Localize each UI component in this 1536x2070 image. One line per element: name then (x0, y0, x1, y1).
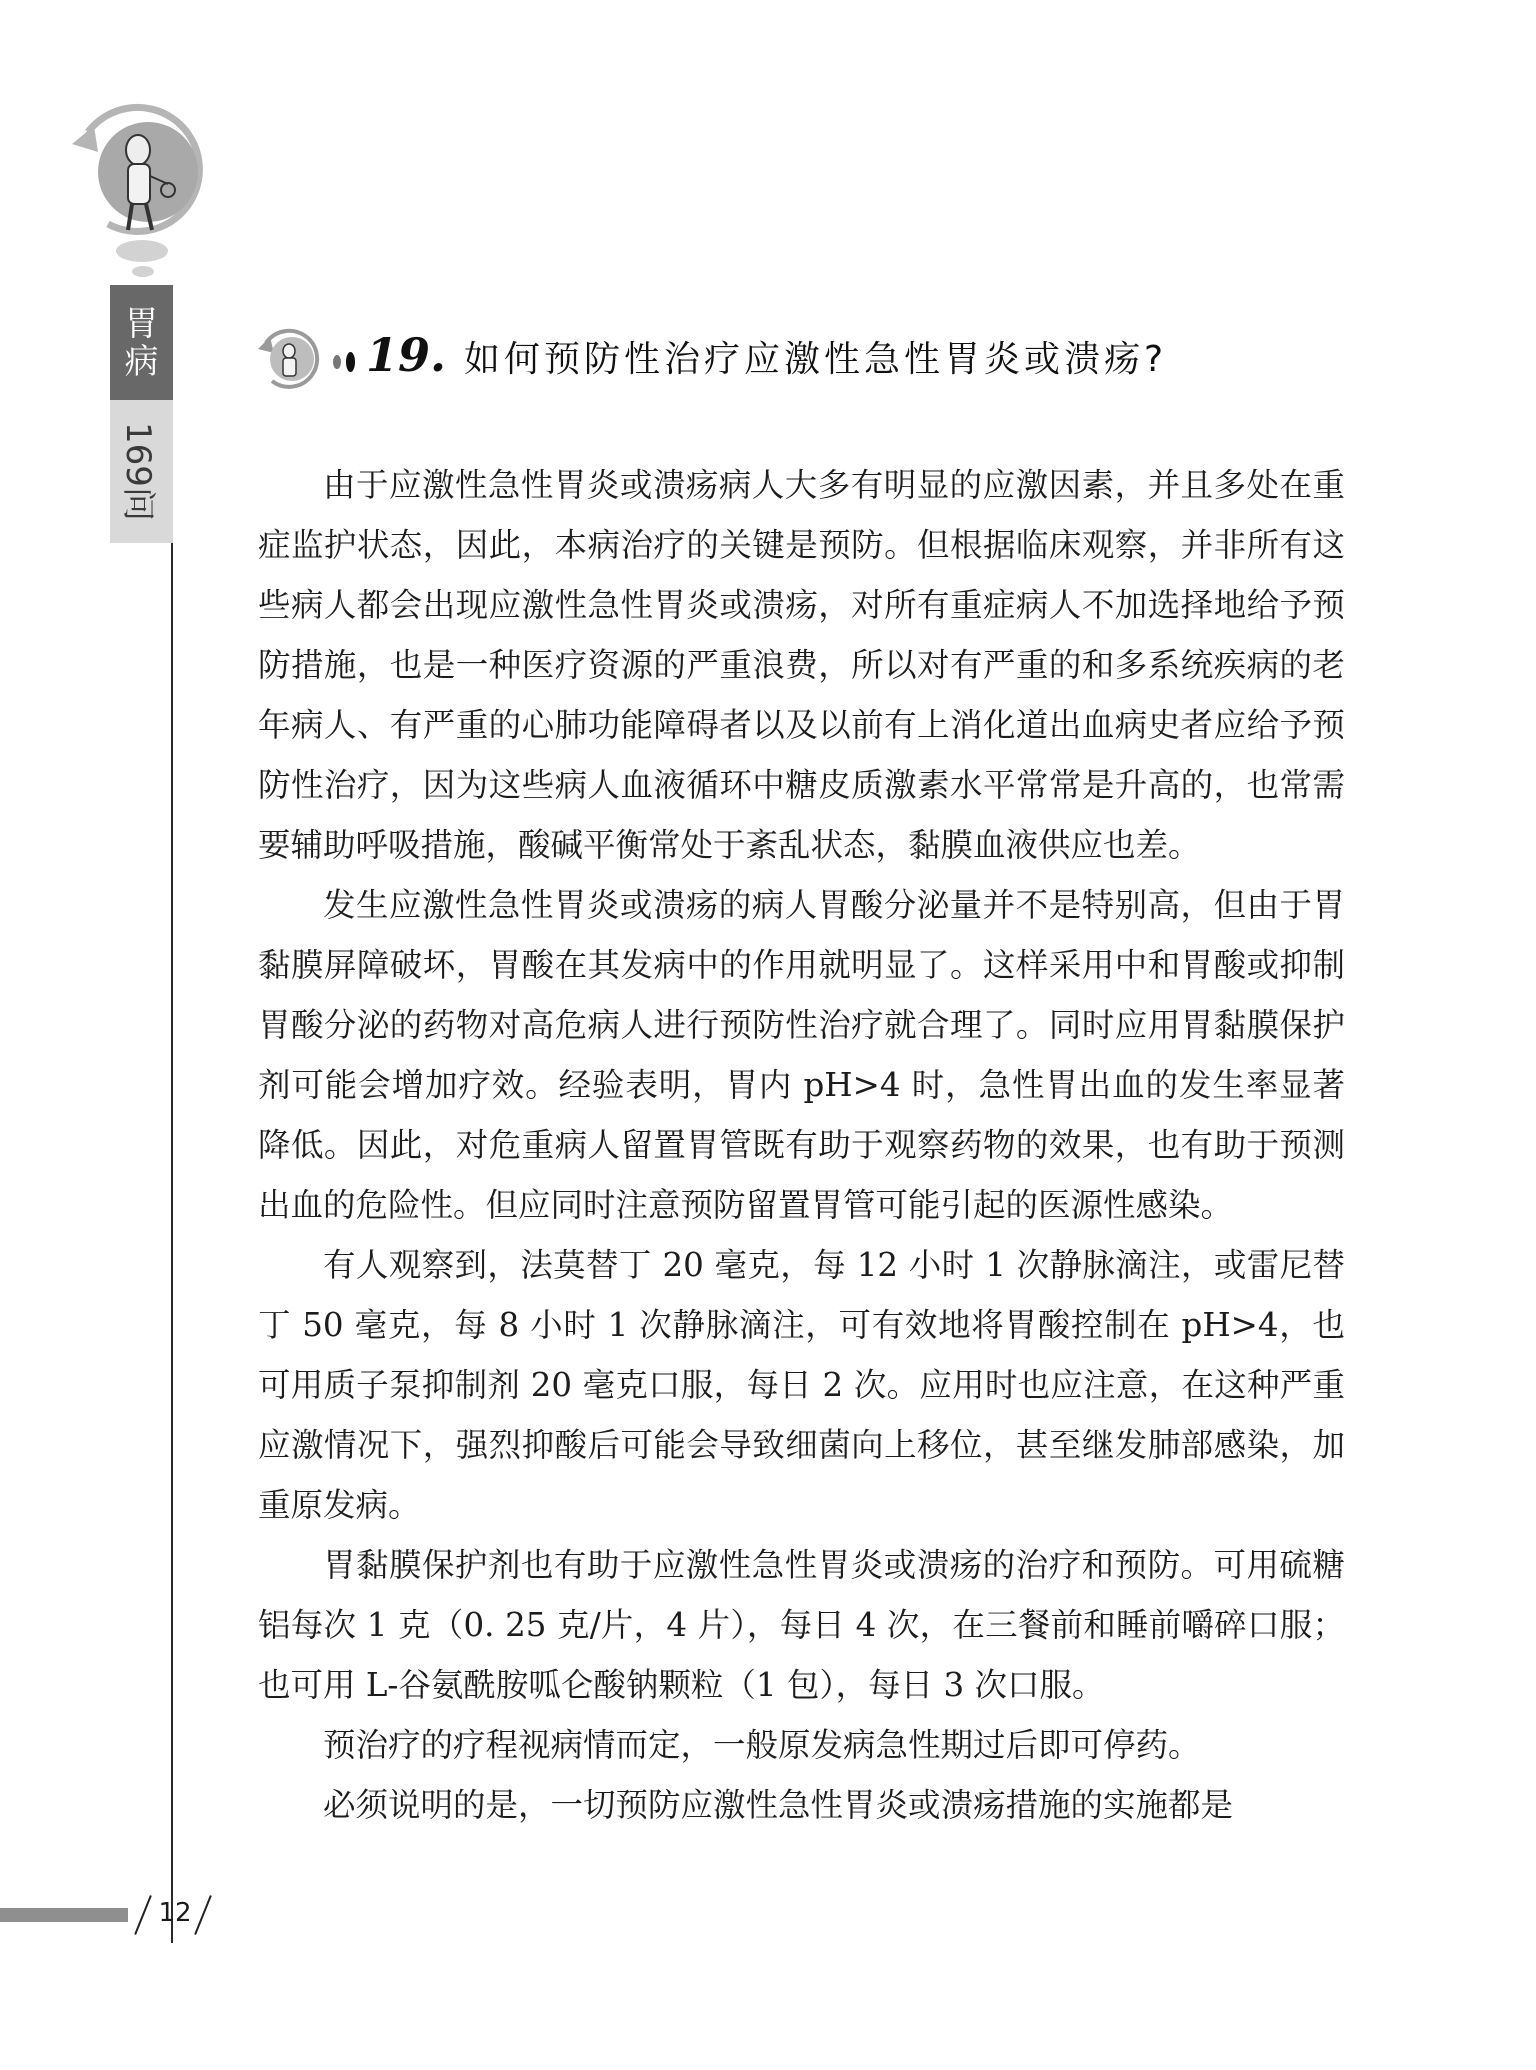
category-tab (110, 285, 173, 400)
paragraph-4: 胃黏膜保护剂也有助于应激性急性胃炎或溃疡的治疗和预防。可用硫糖铝每次 1 克（0. 25 克/片，4 片），每日 4 次，在三餐前和睡前嚼碎口服；也可用 L-谷氨酰胺呱仑酸钠颗粒（1 包），每日 3 次口服。 (258, 1546, 1345, 1704)
decorative-dot-small (132, 266, 154, 277)
margin-rule (171, 543, 173, 1943)
paragraph-6: 必须说明的是，一切预防应激性急性胃炎或溃疡措施的实施都是 (323, 1786, 1234, 1824)
footer-slash-right (194, 1895, 212, 1935)
heading-dot-dark (346, 352, 355, 372)
paragraph-5: 预治疗的疗程视病情而定，一般原发病急性期过后即可停药。 (323, 1726, 1201, 1764)
paragraph-1: 由于应激性急性胃炎或溃疡病人大多有明显的应激因素，并且多处在重症监护状态，因此，本病治疗的关键是预防。但根据临床观察，并非所有这些病人都会出现应激性急性胃炎或溃疡，对所有重症病人不加选择地给予预防措施，也是一种医疗资源的严重浪费，所以对有严重的和多系统疾病的老年病人、有严重的心肺功能障碍者以及以前有上消化道出血病史者应给予预防性治疗，因为这些病人血液循环中糖皮质激素水平常常是升高的，也常需要辅助呼吸措施，酸碱平衡常处于紊乱状态，黏膜血液供应也差。 (258, 466, 1345, 864)
doctor-mascot-icon (68, 92, 218, 242)
question-doctor-icon (256, 325, 322, 391)
decorative-dot-large (116, 240, 168, 262)
paragraph-3: 有人观察到，法莫替丁 20 毫克，每 12 小时 1 次静脉滴注，或雷尼替丁 50 毫克，每 8 小时 1 次静脉滴注，可有效地将胃酸控制在 pH>4，也可用质子泵抑制剂 20 毫克口服，每日 2 次。应用时也应注意，在这种严重应激情况下，强烈抑酸后可能会导致细菌向上移位，甚至继发肺部感染，加重原发病。 (258, 1246, 1345, 1524)
category-tab-char-2: 病 (124, 341, 159, 382)
question-title: 如何预防性治疗应激性急性胃炎或溃疡? (464, 339, 1168, 380)
series-tab-label: 169问 (118, 422, 158, 521)
question-heading (366, 328, 1167, 388)
series-tab (110, 400, 173, 543)
footer-slash-left (134, 1895, 152, 1935)
category-tab-char-1: 胃 (124, 303, 159, 344)
footer-bar (0, 1908, 128, 1922)
question-number: 19. (366, 328, 447, 382)
paragraph-2: 发生应激性急性胃炎或溃疡的病人胃酸分泌量并不是特别高，但由于胃黏膜屏障破坏，胃酸在其发病中的作用就明显了。这样采用中和胃酸或抑制胃酸分泌的药物对高危病人进行预防性治疗就合理了。同时应用胃黏膜保护剂可能会增加疗效。经验表明，胃内 pH>4 时，急性胃出血的发生率显著降低。因此，对危重病人留置胃管既有助于观察药物的效果，也有助于预测出血的危险性。但应同时注意预防留置胃管可能引起的医源性感染。 (258, 886, 1345, 1224)
series-logo (68, 92, 218, 242)
heading-dot-light (333, 355, 341, 369)
page-number: 12 (158, 1898, 192, 1928)
article-body (258, 455, 1345, 1835)
